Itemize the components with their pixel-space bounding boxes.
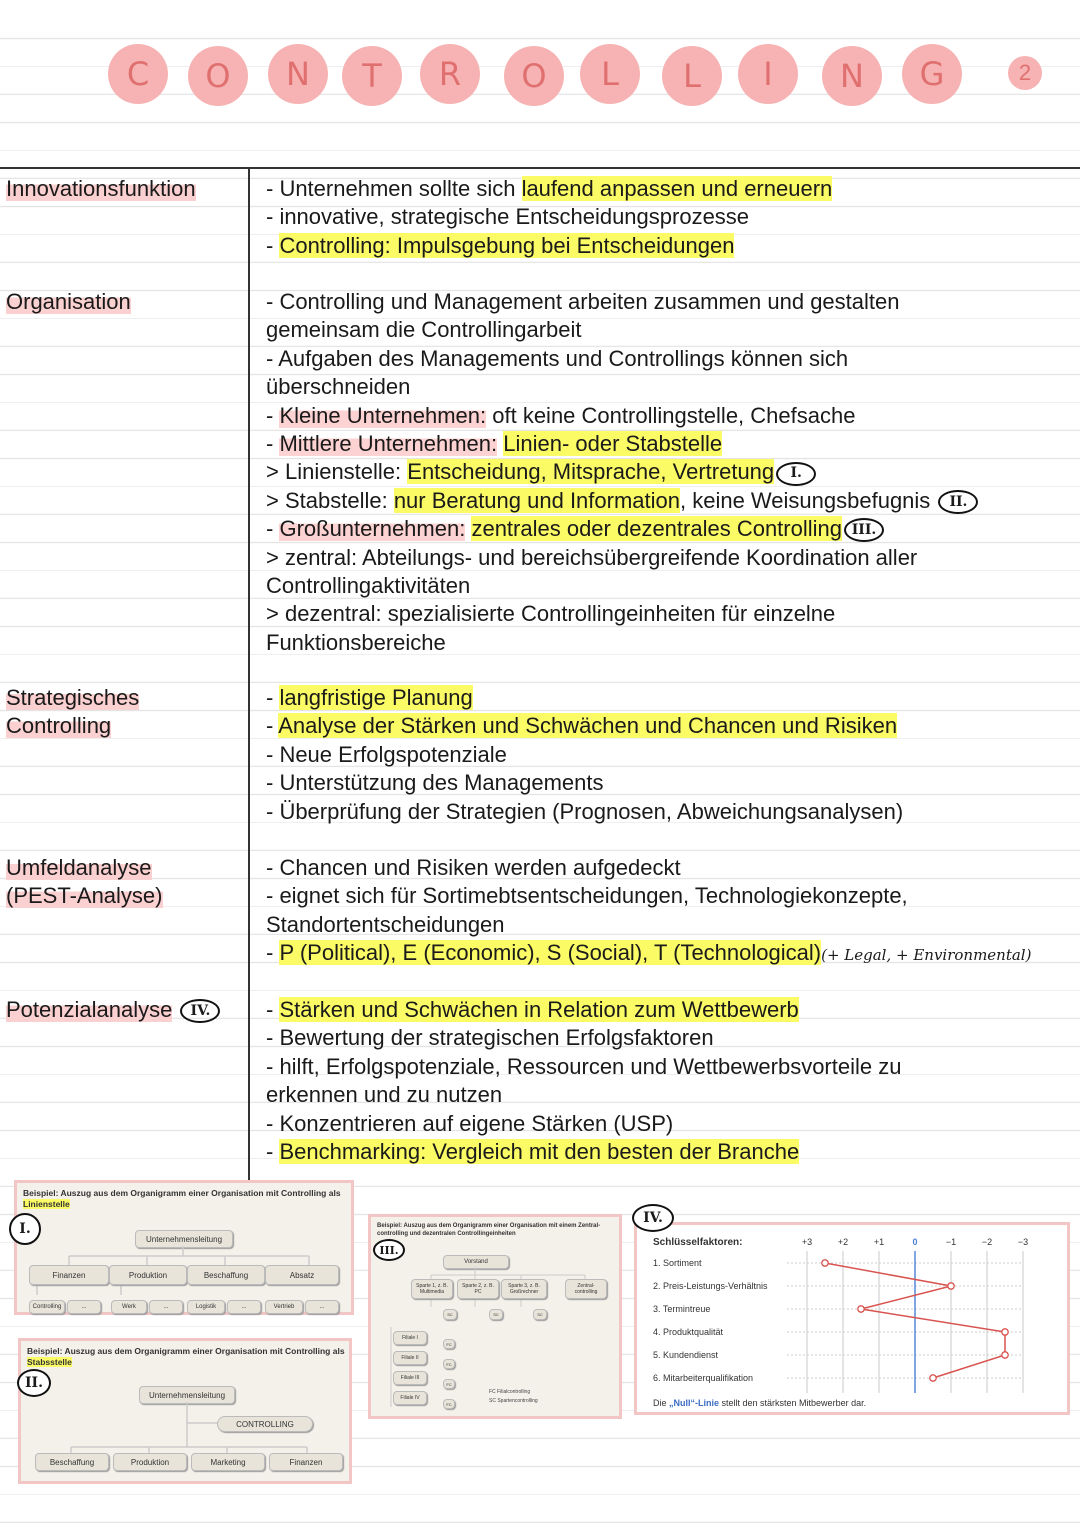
scale-label: +3 [801,1237,813,1247]
umfeld-content: - Chancen und Risiken werden aufgedeckt - eignet sich für Sortimebtsentscheidungen, Technologiekonzepte, Standortentscheidungen - P (Political), E (Economic), S (Social), T (Technological)(+ Legal, + Environmental) [266,855,1032,966]
fc-box: FC [443,1359,455,1369]
org-box: Produktion [113,1453,187,1471]
title-letter-circle: C [108,44,168,104]
branch-box: Filiale I [393,1331,427,1345]
badge-iv: IV. [632,1204,674,1232]
fc-box: FC [443,1399,455,1409]
handwritten-note: (+ Legal, + Environmental) [821,946,1032,965]
column-divider [248,168,250,1183]
title-letter-circle: O [504,46,564,106]
org-connectors [17,1183,357,1318]
badge-i: I. [776,462,816,486]
category-label: 6. Mitarbeiterqualifikation [653,1373,754,1383]
badge-ii: II. [938,490,978,514]
term-umfeldanalyse: Umfeldanalyse (PEST-Analyse) [6,855,163,908]
staff-box: CONTROLLING [217,1416,313,1432]
org-sub-box: ... [149,1300,183,1314]
term-potenzialanalyse: Potenzialanalyse IV. [6,996,220,1024]
legend-fc: FC Filialcontrolling [489,1389,531,1395]
org-sub-box: ... [67,1300,101,1314]
scale-label: −1 [945,1237,957,1247]
legend-sc: SC Spartencontrolling [489,1398,538,1404]
badge-ii: II. [17,1369,51,1397]
org-box: Finanzen [29,1265,109,1285]
chart-footnote: Die „Null“-Linie stellt den stärksten Mitbewerber dar. [653,1398,867,1408]
title-letter-circle: T [342,46,402,106]
org-top-box: Vorstand [443,1255,509,1269]
sc-box: SC [489,1309,503,1320]
profile-point [1002,1329,1008,1335]
org-box: Beschaffung [35,1453,109,1471]
innovation-content: - Unternehmen sollte sich laufend anpassen und erneuern - innovative, strategische Entscheidungsprozesse - Controlling: Impulsgebung bei Entscheidungen [266,176,833,258]
page-number: 2 [1008,56,1042,90]
badge-i: I. [9,1213,41,1245]
org-sub-box: Controlling [29,1300,65,1314]
sc-box: SC [443,1309,457,1320]
top-divider [0,167,1080,169]
potenzial-content: - Stärken und Schwächen in Relation zum Wettbewerb - Bewertung der strategischen Erfolgsfaktoren - hilft, Erfolgspotenziale, Ressourcen und Wettbewerbsvorteile zu erkennen und zu nutzen - Konzentrieren auf eigene Stärken (USP) - Benchmarking: Vergleich mit den besten der Branche [266,997,902,1165]
sc-box: SC [533,1309,547,1320]
profile-point [948,1283,954,1289]
org-top-box: Unternehmensleitung [135,1230,233,1248]
org-box: Marketing [191,1453,265,1471]
title-letter-circle: R [420,44,480,104]
title-letter-circle: G [902,44,962,104]
profile-point [858,1306,864,1312]
title-letter-circle: O [188,46,248,106]
division-box: Sparte 2, z. B. PC [457,1279,499,1299]
org-top-box: Unternehmensleitung [139,1386,235,1404]
category-label: 1. Sortiment [653,1258,702,1268]
term-organisation: Organisation [6,289,131,314]
org-box: Finanzen [269,1453,343,1471]
title-letter-circle: I [738,44,798,104]
figure-caption: Beispiel: Auszug aus dem Organigramm einer Organisation mit Controlling als Linienstelle [23,1188,341,1209]
division-box: Sparte 1, z. B. Multimedia [411,1279,453,1299]
org-sub-box: ... [227,1300,261,1314]
profile-point [822,1260,828,1266]
division-box: Zentral-controlling [565,1279,607,1299]
strategic-content: - langfristige Planung - Analyse der Stärken und Schwächen und Chancen und Risiken - Neue Erfolgspotenziale - Unterstützung des Managements - Überprüfung der Strategien (Prognosen, Abweichungsanalysen) [266,685,904,824]
title-letter-circle: N [822,46,882,106]
branch-box: Filiale IV [393,1391,427,1405]
category-label: 3. Termintreue [653,1304,711,1314]
scale-label: −3 [1017,1237,1029,1247]
term-innovationsfunktion: Innovationsfunktion [6,176,196,201]
title-letter-circle: L [580,44,640,104]
badge-iii: III. [373,1239,405,1261]
org-box: Absatz [265,1265,339,1285]
badge-iv: IV. [180,999,220,1023]
profile-chart [637,1225,1067,1412]
category-label: 5. Kundendienst [653,1350,719,1360]
branch-box: Filiale III [393,1371,427,1385]
figure-potenzial-chart [634,1222,1070,1415]
organisation-content: - Controlling und Management arbeiten zusammen und gestalten gemeinsam die Controllingarbeit - Aufgaben des Managements und Controllings können sich überschneiden - Kleine Unternehmen: oft keine Controllingstelle, Chefsache - Mittlere Unternehmen: Linien- oder Stabstelle > Linienstelle: Entscheidung, Mitsprache, Vertretung I. > Stabstelle: nur Beratung und Information, keine Weisungsbefugnis II. - Großunternehmen: zentrales oder dezentrales Controlling III. > zentral: Abteilungs- und bereichsübergreifende Koordination aller Controllingaktivitäten > dezentral: spezialisierte Controllingeinheiten für einzelne Funktionsbereiche [266,288,986,657]
title-letter-circle: N [268,44,328,104]
profile-point [1002,1352,1008,1358]
figure-zentral-dezentral [368,1214,622,1419]
profile-point [930,1375,936,1381]
figure-caption: Beispiel: Auszug aus dem Organigramm einer Organisation mit einem Zentral-controlling und dezentralen Controllingeinheiten [377,1223,601,1237]
org-sub-box: Vertrieb [265,1300,303,1314]
term-strategisches-controlling: Strategisches Controlling [6,685,140,738]
figure-caption: Beispiel: Auszug aus dem Organigramm einer Organisation mit Controlling als Stabsstelle [27,1346,345,1367]
org-sub-box: Werk [111,1300,147,1314]
scale-label: +2 [837,1237,849,1247]
org-box: Beschaffung [187,1265,265,1285]
scale-label: −2 [981,1237,993,1247]
badge-iii: III. [844,518,884,542]
chart-header: Schlüsselfaktoren: [653,1237,743,1248]
category-label: 4. Produktqualität [653,1327,724,1337]
org-sub-box: ... [305,1300,339,1314]
figure-stabsstelle [18,1338,352,1484]
fc-box: FC [443,1379,455,1389]
division-box: Sparte 3, z. B. Großrechner [501,1279,547,1299]
figure-linienstelle [14,1180,354,1315]
org-sub-box: Logistik [187,1300,225,1314]
title-letters [108,42,1068,104]
branch-box: Filiale II [393,1351,427,1365]
org-box: Produktion [109,1265,187,1285]
scale-label: 0 [912,1237,918,1247]
title-letter-circle: L [662,46,722,106]
fc-box: FC [443,1339,455,1349]
scale-label: +1 [873,1237,885,1247]
category-label: 2. Preis-Leistungs-Verhältnis [653,1281,768,1291]
